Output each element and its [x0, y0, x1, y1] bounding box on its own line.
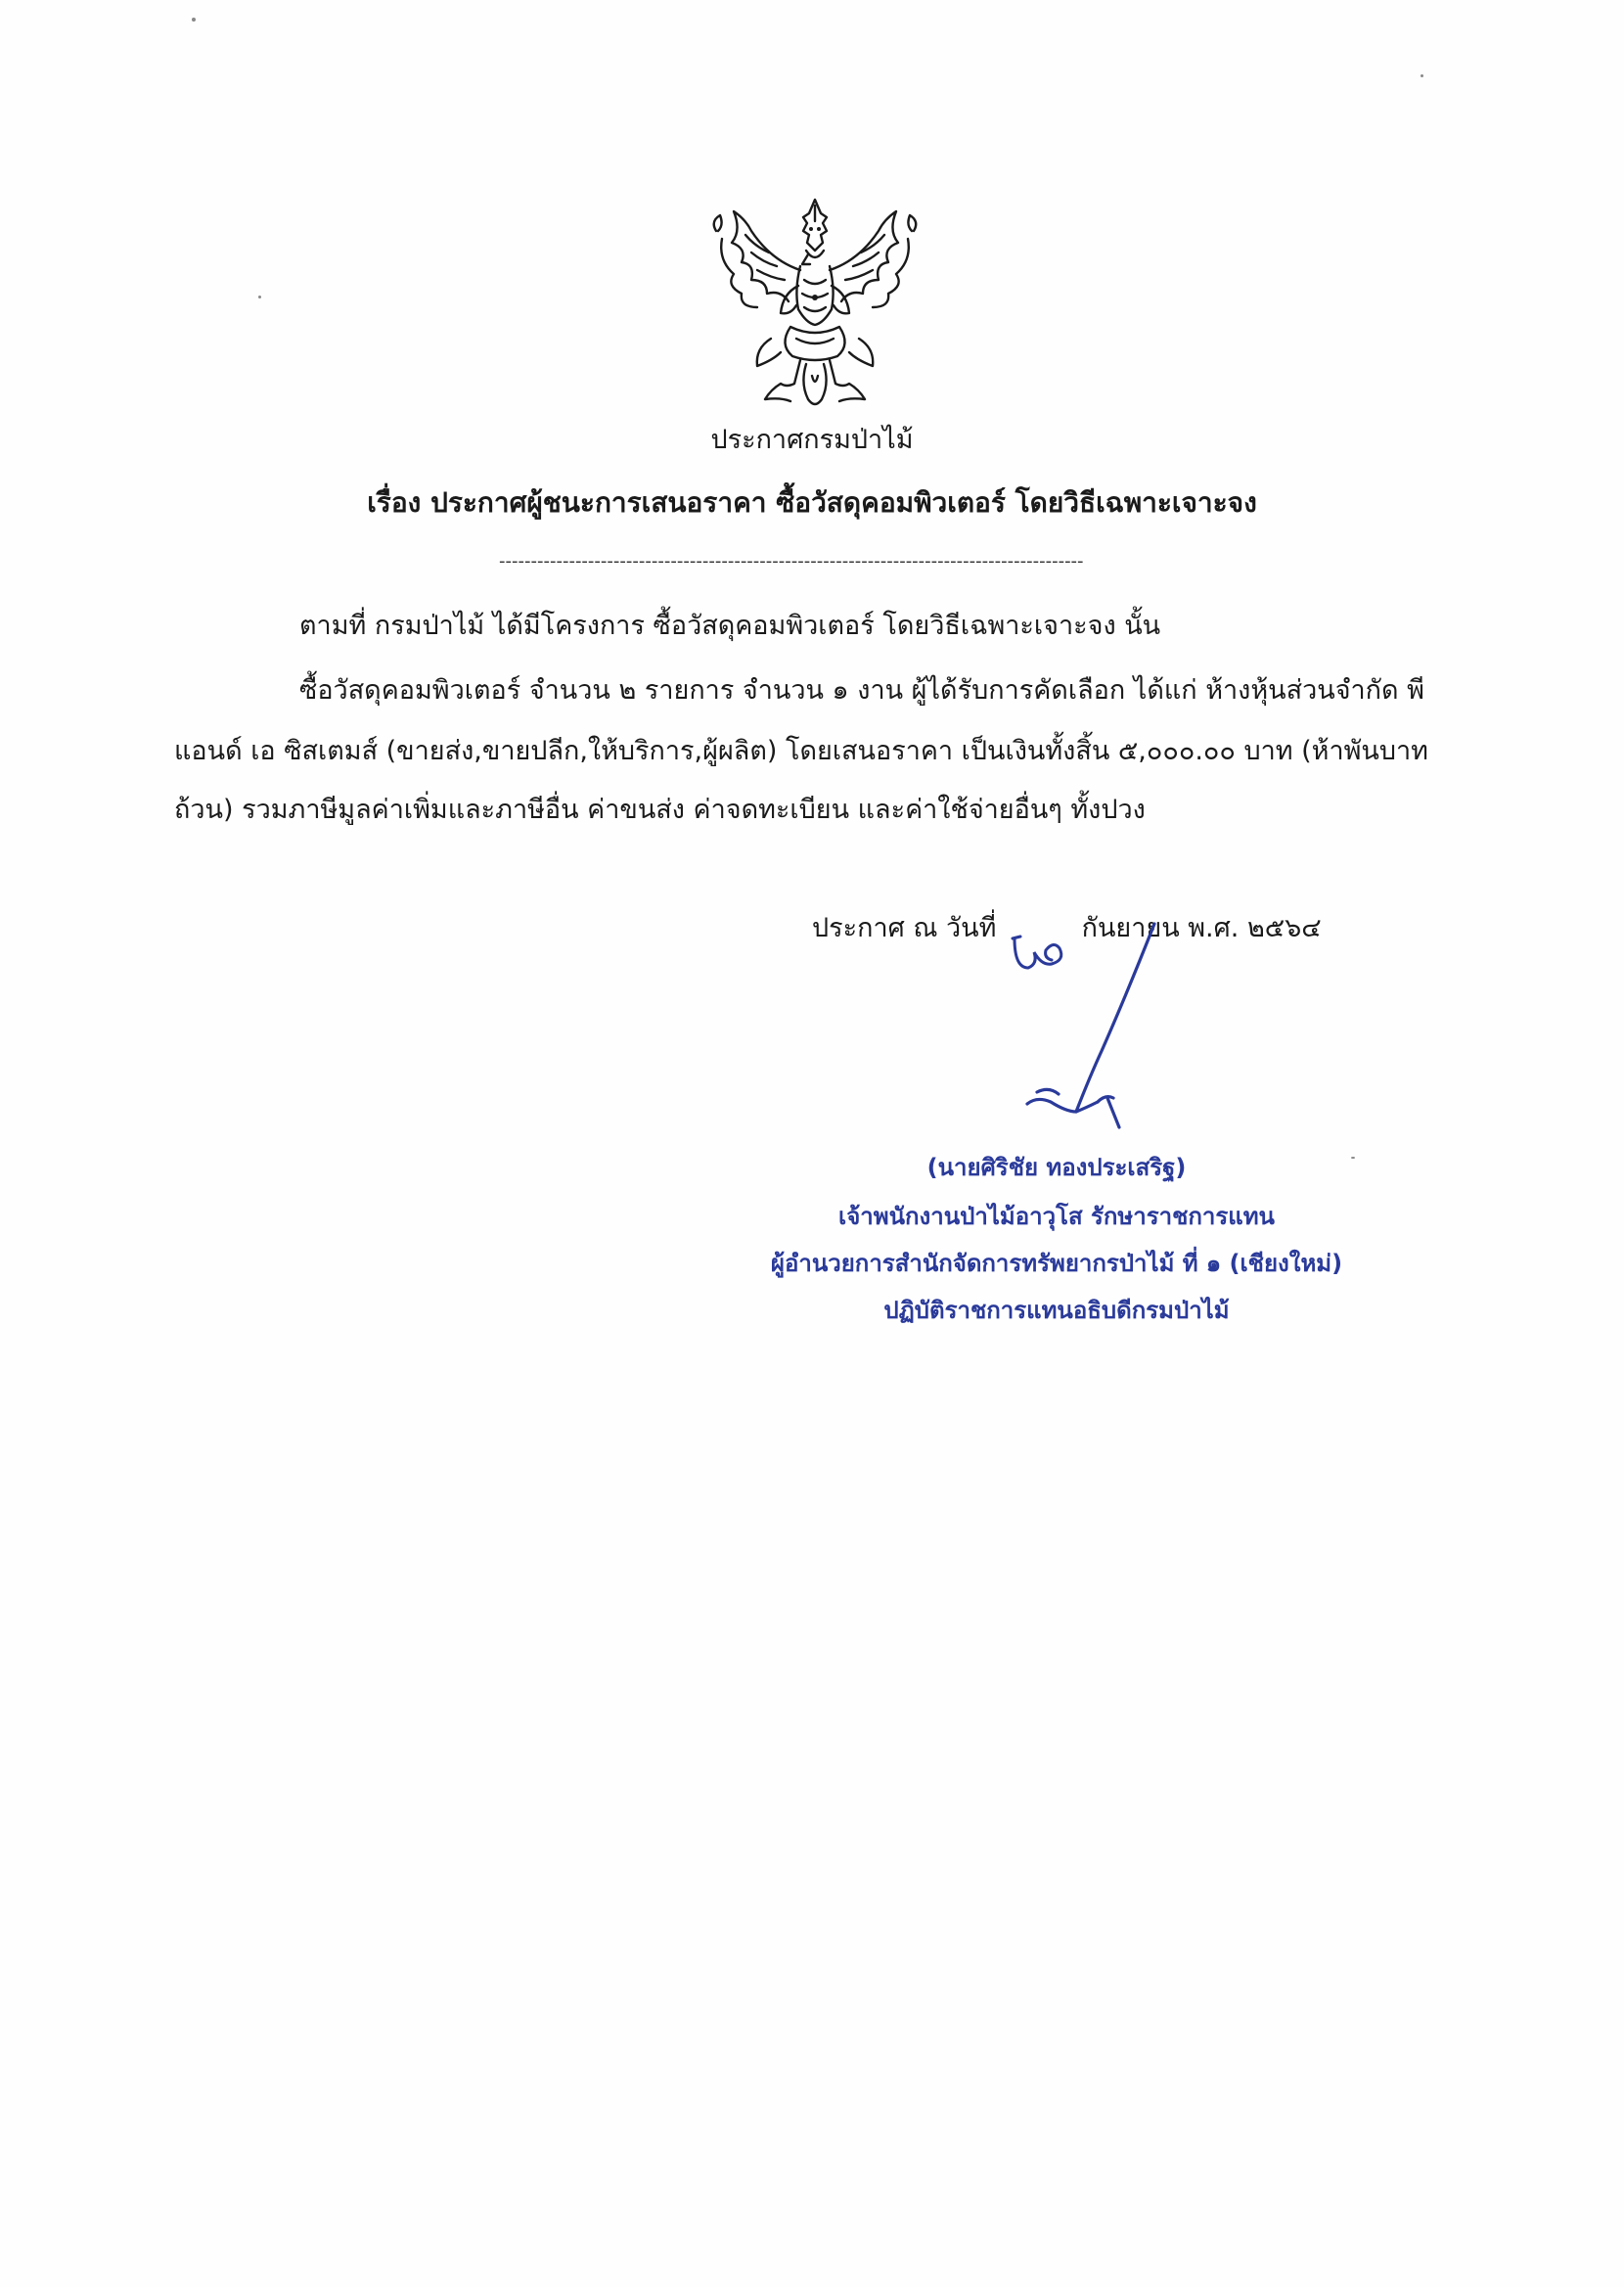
announcement-subject: เรื่อง ประกาศผู้ชนะการเสนอราคา ซื้อวัสดุคอมพิวเตอร์ โดยวิธีเฉพาะเจาะจง — [367, 486, 1257, 519]
organization-title: ประกาศกรมป่าไม้ — [710, 425, 914, 455]
scan-speck — [258, 296, 261, 298]
body-paragraph-line: ถ้วน) รวมภาษีมูลค่าเพิ่มและภาษีอื่น ค่าขนส่ง ค่าจดทะเบียน และค่าใช้จ่ายอื่นๆ ทั้งปวง — [174, 795, 1146, 825]
date-suffix: กันยายน พ.ศ. ๒๕๖๔ — [1081, 913, 1322, 943]
scan-speck — [1421, 74, 1423, 77]
scan-speck — [192, 18, 196, 22]
separator-rule: -------------------------------------------------------------------------------------------- — [499, 552, 1084, 572]
signatory-name: (นายศิริชัย ทองประเสริฐ) — [926, 1154, 1187, 1181]
date-prefix: ประกาศ ณ วันที่ — [812, 913, 997, 943]
body-paragraph-line: ตามที่ กรมป่าไม้ ได้มีโครงการ ซื้อวัสดุคอมพิวเตอร์ โดยวิธีเฉพาะเจาะจง นั้น — [299, 611, 1161, 641]
signatory-position: เจ้าพนักงานป่าไม้อาวุโส รักษาราชการแทน — [838, 1203, 1275, 1230]
handwritten-signature — [1008, 920, 1174, 1145]
signatory-office: ผู้อำนวยการสำนักจัดการทรัพยากรป่าไม้ ที่ ๑ (เชียงใหม่) — [770, 1250, 1343, 1277]
body-paragraph-line: ซื้อวัสดุคอมพิวเตอร์ จำนวน ๒ รายการ จำนวน ๑ งาน ผู้ได้รับการคัดเลือก ได้แก่ ห้างหุ้นส่วนจำกัด พี — [299, 675, 1424, 706]
body-paragraph-line: แอนด์ เอ ซิสเตมส์ (ขายส่ง,ขายปลีก,ให้บริการ,ผู้ผลิต) โดยเสนอราคา เป็นเงินทั้งสิ้น ๕,๐๐๐.๐๐ บาท (ห้าพันบาท — [174, 736, 1428, 766]
signatory-acting-for: ปฏิบัติราชการแทนอธิบดีกรมป่าไม้ — [883, 1297, 1230, 1324]
garuda-emblem-icon — [712, 192, 918, 419]
